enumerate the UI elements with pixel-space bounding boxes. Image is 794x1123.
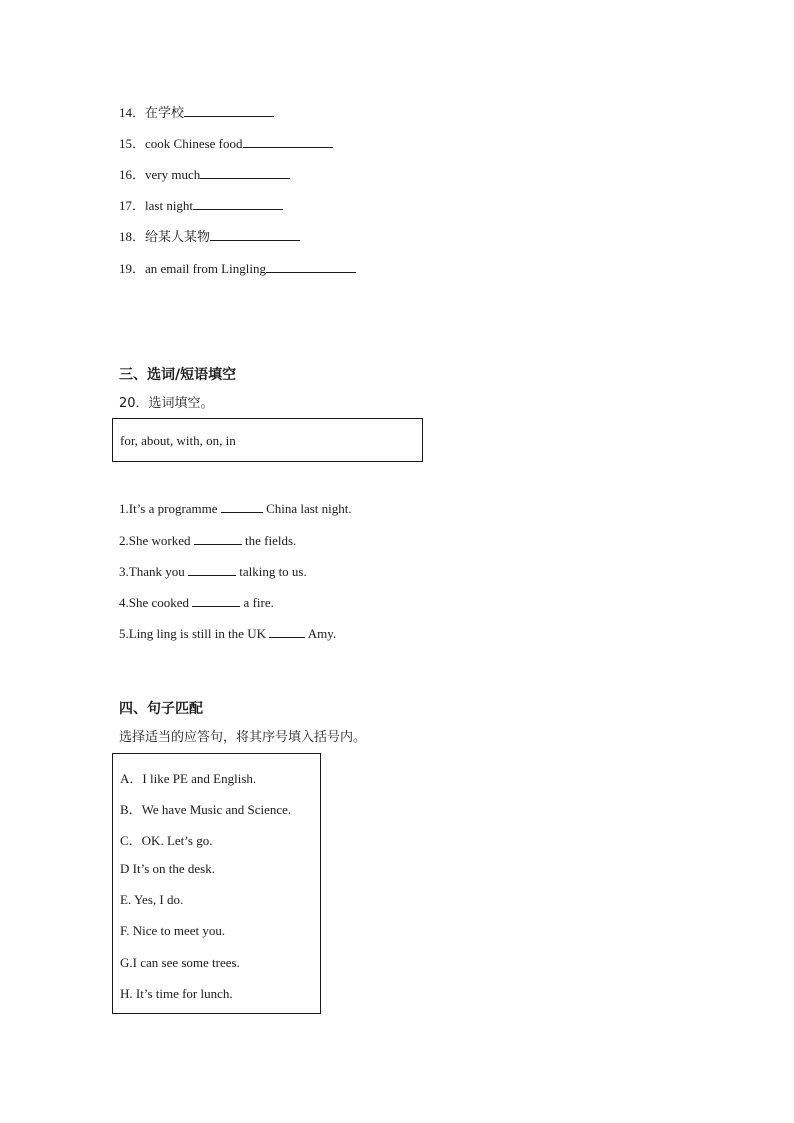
fill-sentence-4 (119, 594, 274, 611)
sentence-text: 1.It’s a programme (119, 501, 218, 516)
answer-blank[interactable] (200, 166, 290, 179)
answer-blank[interactable] (194, 532, 242, 545)
answer-blank[interactable] (243, 135, 333, 148)
fill-sentence-5 (119, 625, 336, 642)
sentence-text: the fields. (245, 533, 297, 548)
question-20: 20．选词填空。 (119, 396, 214, 411)
sentence-text: 5.Ling ling is still in the UK (119, 626, 266, 641)
option-f: F. Nice to meet you. (120, 923, 226, 938)
section4-instruction: 选择适当的应答句，将其序号填入括号内。 (119, 730, 367, 745)
fill-sentence-2 (119, 532, 296, 549)
vocab-item-14 (119, 104, 274, 122)
vocab-item-18 (119, 228, 300, 246)
answer-blank[interactable] (184, 104, 274, 117)
answer-blank[interactable] (266, 260, 356, 273)
item-text: an email from Lingling (145, 261, 266, 276)
vocab-item-17 (119, 197, 283, 214)
item-number: 19． (119, 261, 146, 276)
option-g: G.I can see some trees. (120, 955, 240, 970)
vocab-item-15 (119, 135, 333, 152)
sentence-text: Amy. (307, 626, 337, 641)
word-bank: for, about, with, on, in (120, 433, 236, 448)
item-text: cook Chinese food (145, 136, 243, 151)
section3-heading: 三、选词/短语填空 (119, 367, 237, 383)
answer-blank[interactable] (188, 563, 236, 576)
option-e: E. Yes, I do. (120, 892, 184, 907)
item-number: 15． (119, 136, 146, 151)
option-b: B．We have Music and Science. (120, 802, 292, 817)
section4-heading: 四、句子匹配 (119, 701, 203, 717)
answer-blank[interactable] (221, 500, 263, 513)
item-text: 在学校 (145, 106, 185, 121)
sentence-text: a fire. (243, 595, 274, 610)
answer-blank[interactable] (193, 197, 283, 210)
answer-blank[interactable] (210, 228, 300, 241)
fill-sentence-3 (119, 563, 307, 580)
options-box (112, 753, 321, 1014)
sentence-text: 4.She cooked (119, 595, 190, 610)
sentence-text: 2.She worked (119, 533, 191, 548)
item-text: last night (145, 198, 194, 213)
item-number: 16． (119, 167, 146, 182)
item-number: 17． (119, 198, 146, 213)
fill-sentence-1 (119, 500, 352, 517)
item-text: very much (145, 167, 201, 182)
item-text: 给某人某物 (145, 230, 211, 245)
option-h: H. It’s time for lunch. (120, 986, 233, 1001)
option-a: A．I like PE and English. (120, 771, 257, 786)
sentence-text: China last night. (266, 501, 352, 516)
vocab-item-16 (119, 166, 290, 183)
sentence-text: 3.Thank you (119, 564, 185, 579)
item-number: 18． (119, 229, 146, 244)
sentence-text: talking to us. (239, 564, 307, 579)
word-bank-box (112, 418, 423, 462)
option-c: C．OK. Let’s go. (120, 833, 213, 848)
vocab-item-19 (119, 260, 356, 277)
answer-blank[interactable] (269, 625, 305, 638)
item-number: 14． (119, 105, 146, 120)
answer-blank[interactable] (192, 594, 240, 607)
option-d: D It’s on the desk. (120, 861, 215, 876)
